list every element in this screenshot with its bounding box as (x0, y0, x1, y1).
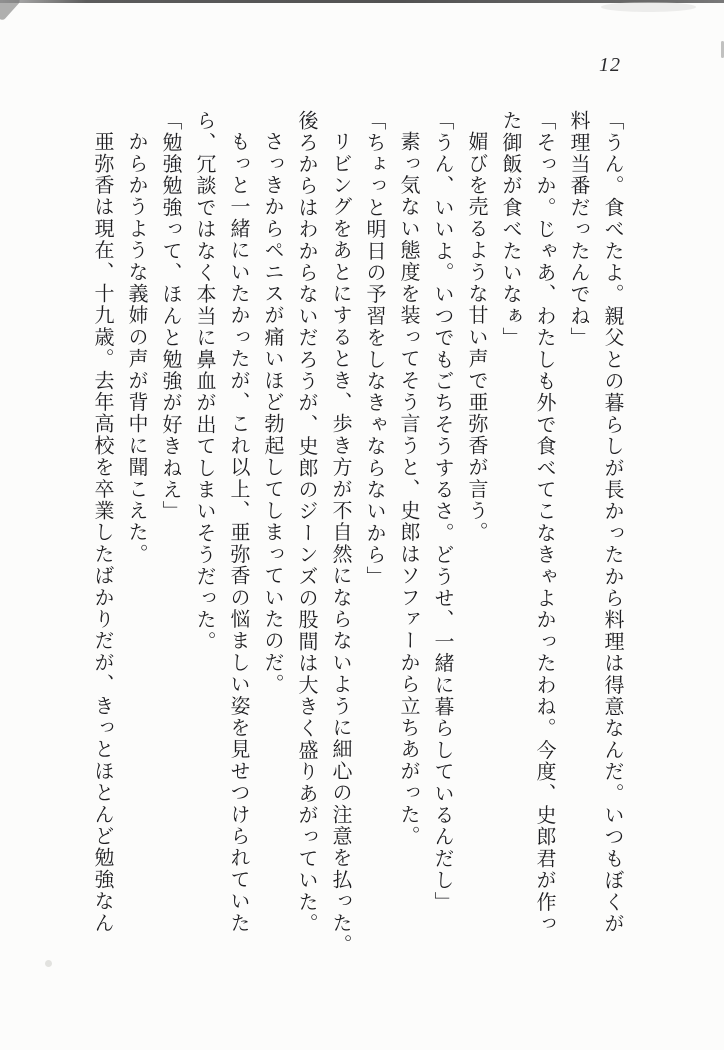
text-line: からかうような義姉の声が背中に聞こえた。 (125, 131, 147, 565)
scan-artifact-dot (45, 960, 52, 967)
text-line: 媚びを売るような甘い声で亜弥香が言う。 (465, 131, 487, 544)
text-line: 「そっか。じゃあ、わたしも外で食べてこなきゃよかったわね。今度、史郎君が作っ (533, 110, 555, 935)
text-line: 後ろからはわからないだろうが、史郎のジーンズの股間は大きく盛りあがっていた。 (295, 110, 317, 935)
text-line: もっと一緒にいたかったが、これ以上、亜弥香の悩ましい姿を見せつけられていた (227, 131, 249, 934)
page-number: 12 (599, 54, 621, 76)
text-line: 「うん。食べたよ。親父との暮らしが長かったから料理は得意なんだ。いつもぼくが (601, 110, 623, 935)
text-line: 料理当番だったんでね」 (567, 110, 589, 349)
text-line: さっきからペニスが痛いほど勃起してしまっていたのだ。 (261, 131, 283, 696)
text-line: 「ちょっと明日の予習をしなきゃならないから」 (363, 110, 385, 588)
text-line: 「うん、いいよ。いつでもごちそうするさ。どうせ、一緒に暮らしているんだし」 (431, 110, 453, 913)
scan-artifact-corner-smudge (0, 0, 21, 21)
text-line: た御飯が食べたいなぁ」 (499, 110, 521, 349)
text-line: ら、冗談ではなく本当に鼻血が出てしまいそうだった。 (193, 110, 215, 653)
scan-artifact-blotch (601, 2, 696, 12)
text-line: 亜弥香は現在、十九歳。去年高校を卒業したばかりだが、きっとほとんど勉強なん (91, 131, 113, 934)
text-block (83, 110, 629, 958)
text-line: 「勉強勉強って、ほんと勉強が好きねえ」 (159, 110, 181, 523)
text-line: 素っ気ない態度を装ってそう言うと、史郎はソファーから立ちあがった。 (397, 131, 419, 848)
text-line: リビングをあとにするとき、歩き方が不自然にならないように細心の注意を払った。 (329, 131, 351, 956)
